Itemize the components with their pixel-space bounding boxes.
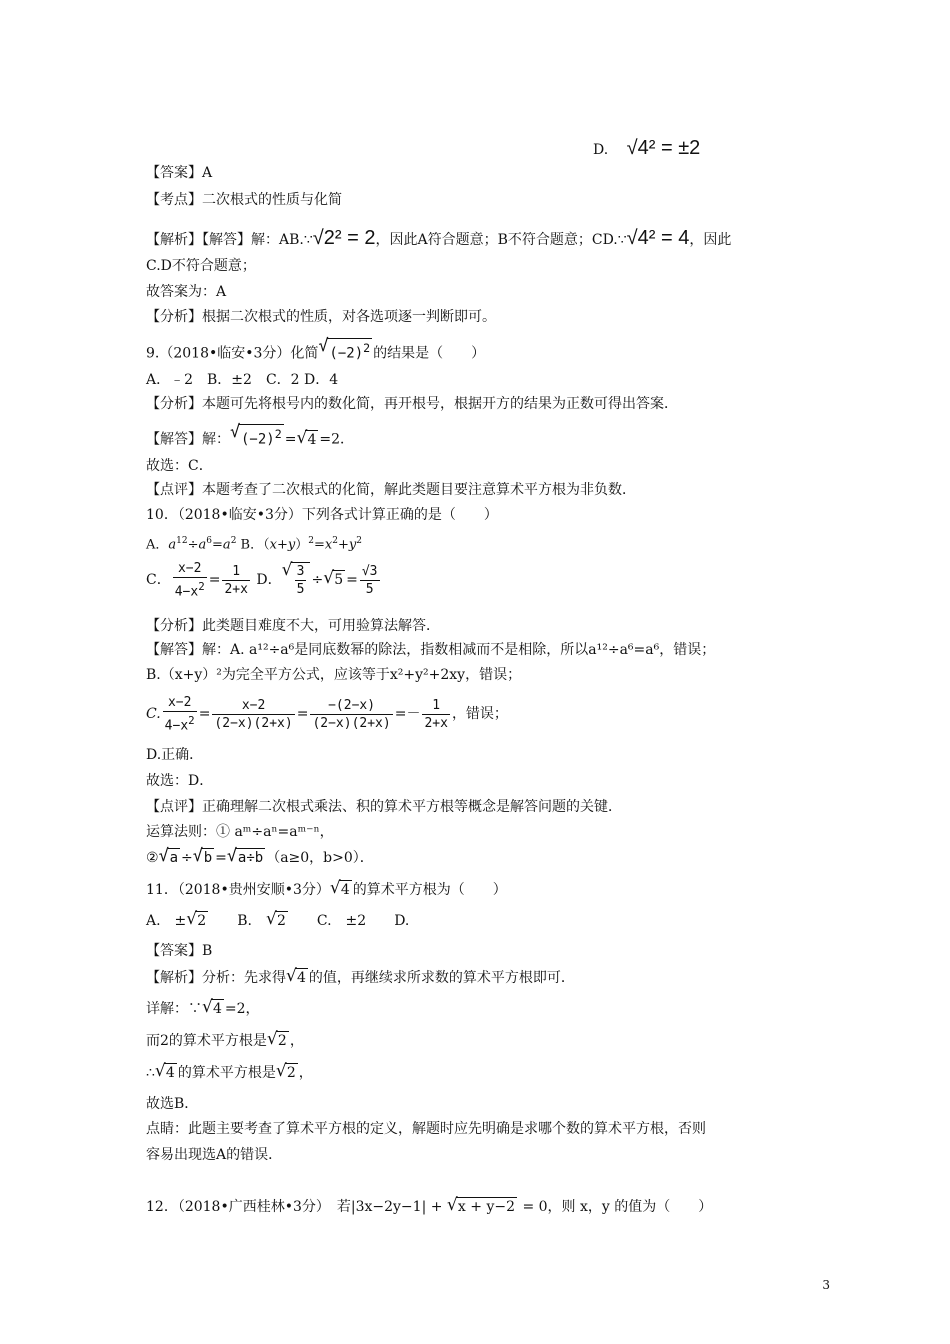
question-9 [146, 338, 485, 364]
solution-line: D.正确． [146, 747, 204, 763]
text: 【解析】分析：先求得 [146, 970, 286, 986]
text: 详解：∵ [146, 1001, 202, 1017]
rule-line-2: ②√ a ÷√ b =√ a÷b （a≥0，b>0）． [146, 848, 374, 868]
text: = 0，则 x，y 的值为（ ） [518, 1199, 713, 1215]
option-d-top [593, 138, 700, 160]
option-label: D. [593, 142, 609, 158]
text: 【解析】【解答】解：AB.∵ [146, 232, 313, 248]
choice-line: 故选：D． [146, 773, 214, 789]
fraction: $\frac{√3}{5}$ [361, 563, 378, 597]
formula: √ $(-2)^2$ [318, 338, 372, 364]
text: 12．（2018•广西桂林•3分） 若|3x−2y−1| + [146, 1199, 447, 1215]
formula: √ $\frac{3}{5}$ [282, 562, 311, 598]
text: 的算术平方根是 [177, 1065, 276, 1081]
text: 9.（2018•临安•3分）化简 [146, 345, 319, 362]
solution-line: B.（x+y）²为完全平方公式，应该等于x²+y²+2xy，错误； [146, 667, 522, 683]
text: 11．（2018•贵州安顺•3分） [146, 882, 330, 898]
formula: √ 4 [296, 430, 318, 450]
formula: √ a÷b [227, 848, 265, 868]
formula: √4² = 4 [626, 227, 690, 249]
formula: √ 2 [276, 1063, 298, 1083]
text-line: C.D不符合题意； [146, 258, 256, 274]
options-cd: C． $\frac{x-2}{4-x^2}$ = $\frac{1}{2+x}$ D． √ $\frac{3}{5}$ ÷√ 5 = $\frac{√3}{5}$ [146, 560, 382, 600]
solution-line: 【解答】解：A. a¹²÷a⁶是同底数幂的除法，指数相减而不是相除，所以a¹²÷a⁶=a⁶，错误； [146, 642, 716, 658]
text: （a≥0，b>0）． [266, 850, 374, 866]
text: ，因此A符合题意；B不符合题意；CD.∵ [375, 232, 627, 248]
comment-line: 【点评】正确理解二次根式乘法、积的算术平方根等概念是解答问题的关键． [146, 799, 622, 815]
formula: √ a [159, 848, 180, 868]
detail-line: 而2的算术平方根是√ 2 ， [146, 1031, 304, 1051]
text: 而2的算术平方根是 [146, 1033, 267, 1049]
analysis-line [146, 968, 575, 988]
question-11 [146, 880, 507, 900]
comment-line: 点睛：此题主要考查了算术平方根的定义，解题时应先明确是求哪个数的算术平方根，否则 [146, 1121, 706, 1137]
page-number: 3 [822, 1278, 830, 1292]
formula: √ 2 [186, 911, 208, 931]
options: A．﹣2 B．±2 C．2 D．4 [146, 372, 339, 388]
formula: √2² = 2 [312, 227, 376, 249]
answer-line: 【答案】A [146, 165, 213, 181]
choice-line: 故选：C． [146, 458, 213, 474]
options: A. ±√ 2 B. √ 2 C. ±2 D. [146, 911, 409, 931]
text: ∴ [146, 1065, 155, 1081]
formula: √ b [193, 848, 214, 868]
fraction: $\frac{-(2-x)}{(2-x)(2+x)}$ [312, 697, 391, 731]
text: 的算术平方根为（ ） [352, 882, 507, 898]
text-line: 故答案为：A [146, 284, 227, 300]
text: =2， [224, 1001, 260, 1017]
analysis-line: 【分析】本题可先将根号内的数化简，再开根号，根据开方的结果为正数可得出答案． [146, 396, 678, 412]
question-10: 10．（2018•临安•3分）下列各式计算正确的是（ ） [146, 507, 498, 523]
text: ，错误； [451, 706, 508, 723]
text: ，因此 [689, 232, 732, 248]
formula: √ 4 [202, 999, 224, 1019]
text-line: 【分析】根据二次根式的性质，对各选项逐一判断即可。 [146, 309, 496, 325]
fraction: $\frac{x-2}{4-x^2}$ [174, 561, 205, 600]
formula: √ 2 [267, 1031, 289, 1051]
formula: √ 4 [155, 1063, 177, 1083]
fraction: $\frac{x-2}{(2-x)(2+x)}$ [214, 697, 293, 731]
formula: √ 4 [286, 968, 308, 988]
fraction: $\frac{1}{2+x}$ [424, 697, 448, 731]
answer-line: 【答案】B [146, 943, 213, 959]
analysis-line: 【分析】此类题目难度不大，可用验算法解答． [146, 618, 440, 634]
formula: √4² = ±2 [626, 137, 701, 159]
formula: √ 5 [323, 570, 345, 590]
text: 【解答】解： [146, 431, 230, 448]
options-ab: A．$a^{12}\div a^6=a^2$ B．$(x+y)^2=x^2+y^2$ [146, 536, 362, 553]
formula: √ $(-2)^2$ [230, 424, 284, 450]
solution-line-c: C. $\frac{x-2}{4-x^2}$ = $\frac{x-2}{(2-x)(2+x)}$ = $\frac{-(2-x)}{(2-x)(2+x)}$ =－ $\frac{1}{2+x}$ ，错误； [146, 695, 508, 734]
topic-line: 【考点】二次根式的性质与化简 [146, 192, 342, 208]
fraction: $\frac{x-2}{4-x^2}$ [164, 695, 195, 734]
question-12 [146, 1197, 712, 1217]
choice-line: 故选B． [146, 1096, 199, 1112]
text: 的结果是（ ） [373, 345, 486, 362]
formula: √ 4 [330, 880, 352, 900]
detail-line: ∴√ 4 的算术平方根是√ 2 ， [146, 1063, 313, 1083]
formula: √ x + y−2 [447, 1197, 517, 1217]
fraction: $\frac{1}{2+x}$ [224, 563, 248, 597]
analysis-line [146, 228, 731, 250]
solution-line: 【解答】解：√ $(-2)^2$ =√ 4 =2． [146, 424, 354, 450]
text: =2． [319, 431, 355, 448]
text: 的值，再继续求所求数的算术平方根即可． [308, 970, 575, 986]
comment-line: 容易出现选A的错误． [146, 1147, 283, 1163]
formula: √ 2 [266, 911, 288, 931]
rule-line: 运算法则：① aᵐ÷aⁿ=aᵐ⁻ⁿ， [146, 824, 334, 840]
comment-line: 【点评】本题考查了二次根式的化简，解此类题目要注意算术平方根为非负数． [146, 482, 636, 498]
detail-line [146, 999, 260, 1019]
